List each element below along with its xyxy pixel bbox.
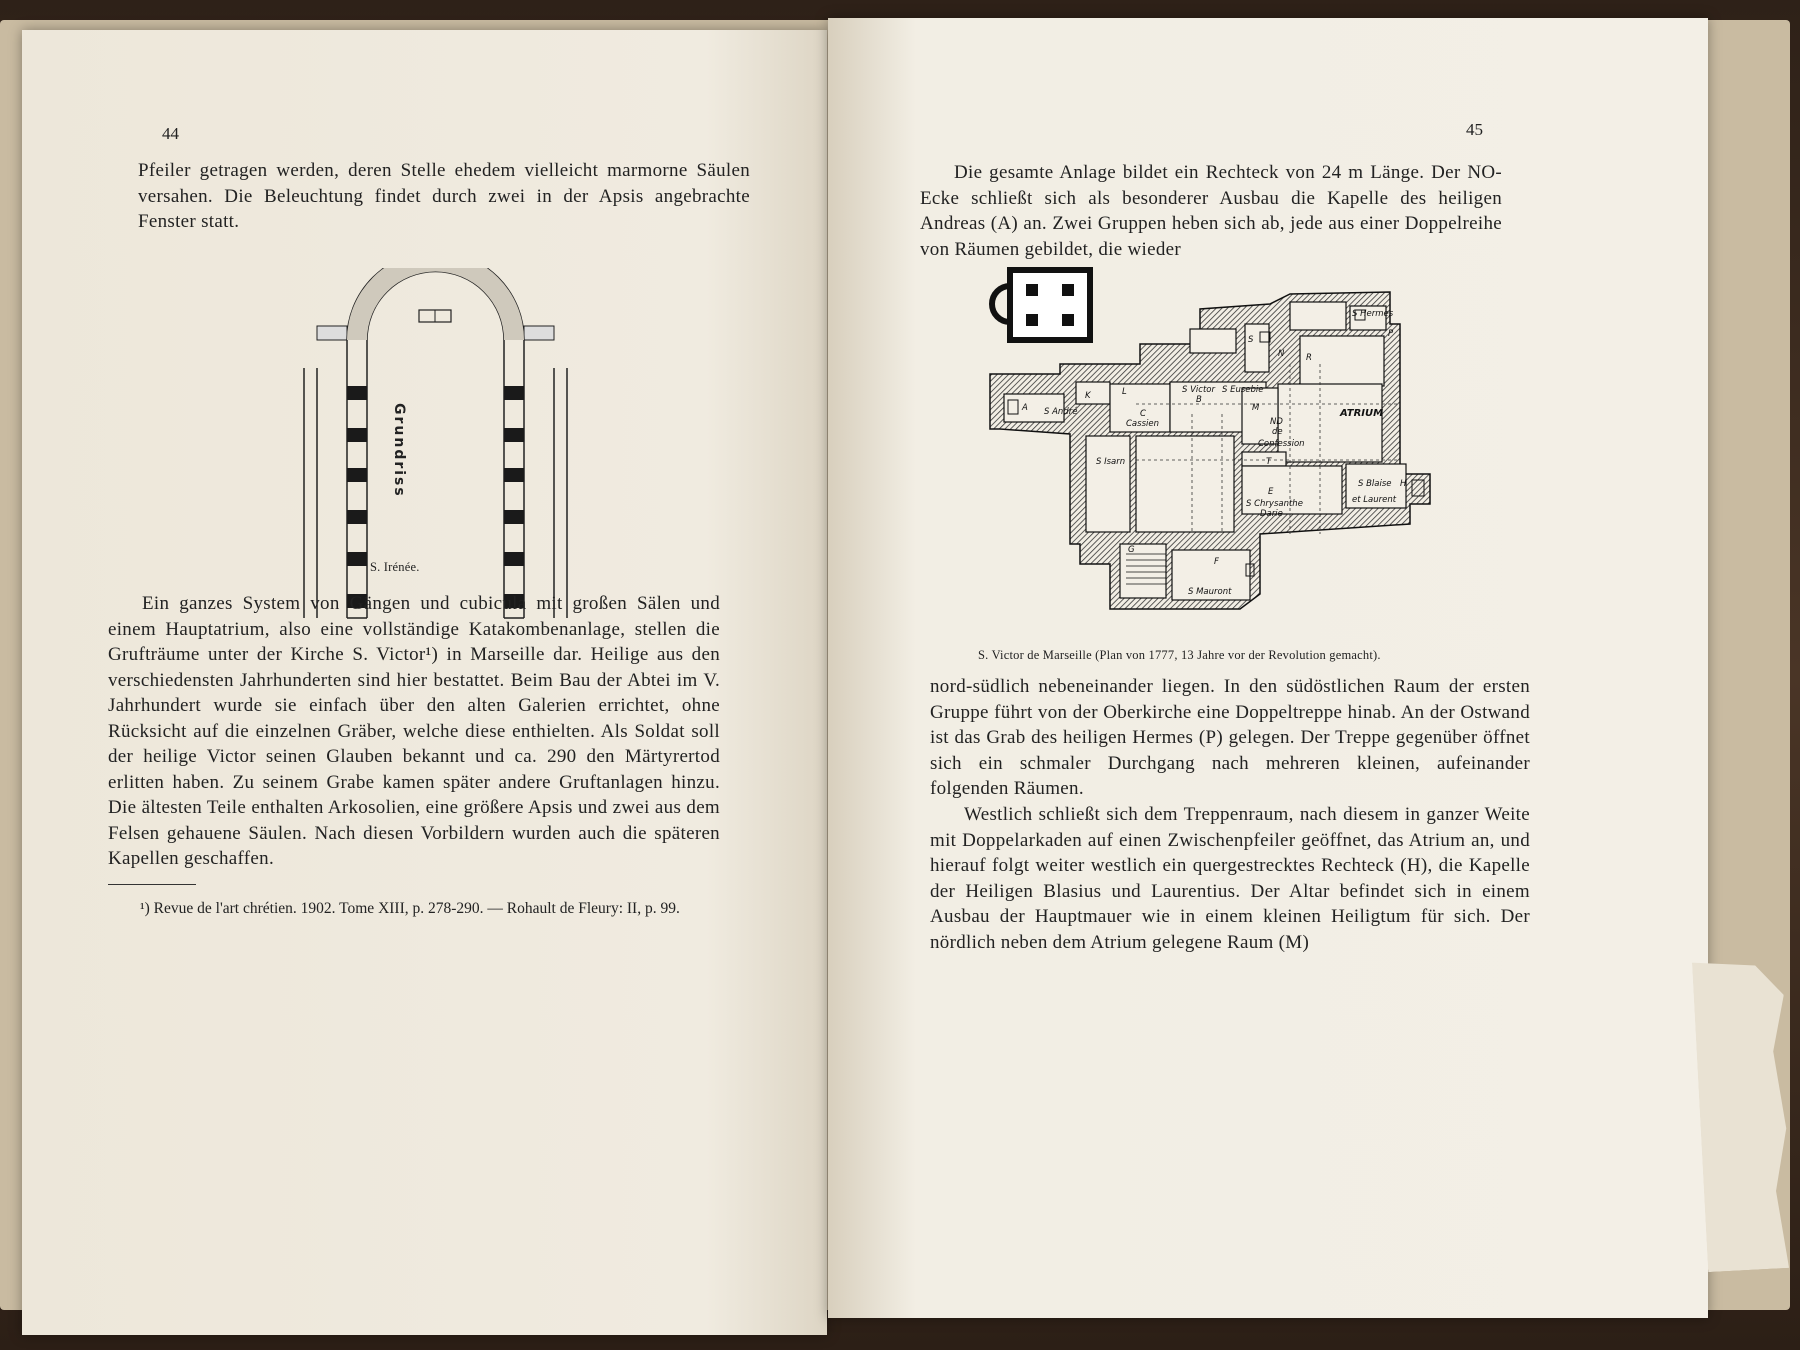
label-nd: ND [1270,417,1283,427]
label-s-blaise: S Blaise [1358,479,1392,489]
label-g: G [1128,545,1135,555]
label-m: M [1252,403,1260,413]
figure-caption-left: S. Irénée. [370,560,420,574]
label-s-mauront: S Mauront [1188,587,1232,597]
label-k: K [1085,391,1091,401]
label-c: C [1140,409,1146,419]
chapel-detail [992,270,1090,340]
left-main-paragraph: Ein ganzes System von Gängen und cubicula mit großen Sälen und einem Hauptatrium, also eine vollständige Katakombenanlage, stellen die Grufträume unter der Kirche S. Victor¹) in Marseille dar. Heilige aus den verschiedensten Jahrhunderten sind hier bestattet. Beim Bau der Abtei im V. Jahrhundert wurde sie einfach über den alten Galerien errichtet, ohne Rücksicht auf die einzelnen Gräber, welche diese enthielten. Als Soldat soll der heilige Victor seinen Glauben bekannt und ca. 290 den Märtyrertod erlitten haben. Zu seinem Grabe kamen später andere Gruftanlagen hinzu. Die ältesten Teile enthalten Arkosolien, eine größere Apsis und zwei aus dem Felsen gehauene Säulen. Nach diesen Vorbildern wurden auch die späteren Kapellen geschaffen. [108,593,720,869]
right-page [828,18,1708,1318]
figure-label-grundriss: Grundriss [391,403,407,498]
s-victor-floor-plan [960,264,1460,644]
page-number-right: 45 [1466,120,1483,139]
s-irenee-floor-plan [292,268,592,628]
label-a: A [1022,403,1028,413]
label-l: L [1122,387,1127,397]
label-h: H [1400,479,1407,489]
label-confession: Confession [1258,439,1305,449]
label-s-eusebie: S Eusebie [1222,385,1264,395]
label-s-chrysanthe: S Chrysanthe [1246,499,1303,509]
label-et-laurent: et Laurent [1352,495,1397,505]
label-p: P [1388,329,1394,339]
label-s-hermes: S Hermes [1352,309,1394,319]
label-e: E [1268,487,1274,497]
label-darie: Darie [1260,509,1283,519]
label-s-victor: S Victor [1182,385,1215,395]
right-paragraph-1: nord-südlich nebeneinander liegen. In den südöstlichen Raum der ersten Gruppe führt von der Oberkirche eine Doppeltreppe hinab. An der Ostwand ist das Grab des heiligen Hermes (P) gelegen. Der Treppe gegenüber öffnet sich ein schmaler Durchgang nach mehreren kleinen, aufeinander folgenden Räumen. [930,676,1530,799]
label-f: F [1214,557,1219,567]
footnote: ¹) Revue de l'art chrétien. 1902. Tome XIII, p. 278-290. — Rohault de Fleury: II, p. 99. [140,900,680,917]
figure-caption-right: S. Victor de Marseille (Plan von 1777, 13 Jahre vor der Revolution gemacht). [978,648,1381,662]
label-b: B [1196,395,1202,405]
left-page [22,30,827,1335]
right-paragraph-2: Westlich schließt sich dem Treppenraum, nach diesem in ganzer Weite mit Doppelarkaden auf einen Zwischenpfeiler geöffnet, das Atrium an, und hierauf folgt weiter westlich ein quergestrecktes Rechteck (H), die Kapelle der Heiligen Blasius und Laurentius. Der Altar befindet sich in einem Ausbau der Hauptmauer wie in einem kleinen Heiligtum für sich. Der nördlich neben dem Atrium gelegene Raum (M) [930,804,1530,953]
label-n: N [1278,349,1285,359]
label-s-isarn: S Isarn [1096,457,1126,467]
label-atrium: ATRIUM [1340,408,1384,419]
right-top-paragraph: Die gesamte Anlage bildet ein Rechteck von 24 m Länge. Der NO-Ecke schließt sich als besonderer Ausbau die Kapelle des heiligen Andreas (A) an. Zwei Gruppen heben sich ab, jede aus einer Doppelreihe von Räumen gebildet, die wieder [920,162,1502,260]
label-cassien: Cassien [1126,419,1159,429]
label-s: S [1248,335,1254,345]
label-s-andre: S André [1044,407,1078,417]
page-number-left: 44 [162,124,179,143]
left-top-paragraph: Pfeiler getragen werden, deren Stelle ehedem vielleicht marmorne Säulen versahen. Die Beleuchtung findet durch zwei in der Apsis angebrachte Fenster statt. [138,160,750,232]
label-r: R [1306,353,1312,363]
label-t: T [1266,457,1272,467]
label-de: de [1272,427,1283,437]
footnote-rule [108,884,196,885]
